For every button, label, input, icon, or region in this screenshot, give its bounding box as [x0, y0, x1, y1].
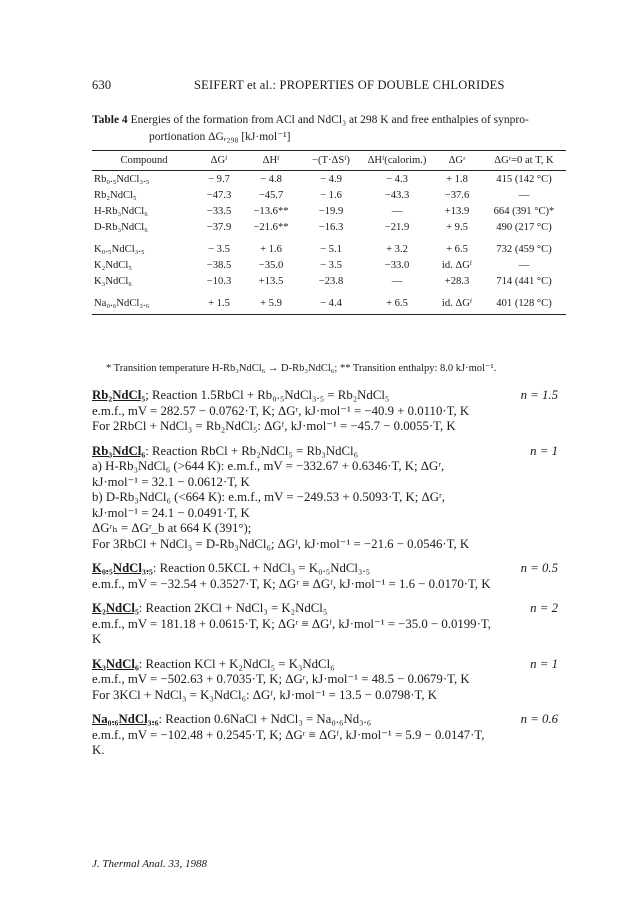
value-cell: —	[391, 275, 403, 287]
table-label: Table 4	[92, 114, 128, 126]
value-cell: + 1.5	[196, 289, 242, 315]
journal-footer: J. Thermal Anal. 33, 1988	[92, 858, 207, 870]
value-cell: − 4.4	[300, 289, 362, 315]
value-cell: 490 (217 °C)	[496, 221, 552, 233]
compound-heading: K₀.₅NdCl₃.₅	[92, 561, 153, 575]
reaction-text: ; Reaction 1.5RbCl + Rb₀.₅NdCl₃.₅ = Rb₂NdCl₅	[145, 388, 390, 402]
value-cell: −21.6**	[253, 221, 289, 233]
col-header: ΔGʳ	[432, 151, 482, 171]
equation-line: e.m.f., mV = −502.63 + 0.7035·T, K; ΔGʳ, kJ·mol⁻¹ = 48.5 − 0.0679·T, K	[92, 672, 470, 686]
block-rb2ndcl5	[92, 388, 566, 435]
col-header: −(T·ΔSᶠ)	[300, 151, 362, 171]
block-rb3ndcl6	[92, 444, 566, 553]
block-k05ndcl35	[92, 561, 566, 592]
body-text	[92, 388, 566, 768]
col-header: Compound	[92, 151, 196, 171]
value-cell: id. ΔGᶠ	[432, 289, 482, 315]
value-cell: + 6.5	[446, 243, 468, 255]
col-header: ΔHᶠ	[242, 151, 300, 171]
value-cell: 401 (128 °C)	[482, 289, 566, 315]
compound-cell: Rb₀.₅NdCl₃.₅	[94, 173, 150, 185]
running-title: SEIFERT et al.: PROPERTIES OF DOUBLE CHLORIDES	[194, 78, 505, 92]
table-row	[92, 235, 566, 257]
equation-line: For 3RbCl + NdCl₃ = D-Rb₃NdCl₆; ΔGᶠ, kJ·mol⁻¹ = −21.6 − 0.0546·T, K	[92, 536, 470, 551]
compound-heading: Rb₃NdCl₆	[92, 443, 146, 458]
value-cell: 714 (441 °C)	[496, 275, 552, 287]
value-cell: + 3.2	[386, 243, 408, 255]
value-cell: − 4.9	[320, 173, 342, 185]
value-cell: − 4.3	[386, 173, 408, 185]
table-caption	[92, 112, 562, 146]
value-cell: id. ΔGᶠ	[441, 259, 473, 271]
value-cell: − 1.6	[320, 189, 342, 201]
table-row	[92, 273, 566, 289]
value-cell: −33.5	[206, 205, 232, 217]
table-row	[92, 257, 566, 273]
value-cell: −37.6	[444, 189, 470, 201]
block-k2ndcl5	[92, 601, 566, 648]
page-number: 630	[92, 78, 112, 92]
equation-line: ΔGʳₕ = ΔGʳ_b at 664 K (391°);	[92, 521, 252, 535]
energies-table	[92, 150, 566, 315]
reaction-text: : Reaction KCl + K₂NdCl₅ = K₃NdCl₆	[138, 656, 335, 671]
value-cell: +28.3	[444, 275, 470, 287]
compound-cell: Rb₂NdCl₅	[94, 189, 137, 201]
compound-heading: K₂NdCl₅	[92, 601, 139, 615]
value-cell: −43.3	[384, 189, 410, 201]
compound-heading: Na₀.₆NdCl₃.₆	[92, 712, 159, 726]
col-header: ΔHᶠ(calorim.)	[362, 151, 432, 171]
col-header: ΔGᶠ	[196, 151, 242, 171]
value-cell: −21.9	[384, 221, 410, 233]
value-cell: − 5.1	[320, 243, 342, 255]
value-cell: −35.0	[258, 259, 284, 271]
block-na06ndcl36	[92, 712, 566, 759]
compound-heading: Rb₂NdCl₅	[92, 388, 146, 402]
reaction-text: : Reaction RbCl + Rb₂NdCl₅ = Rb₃NdCl₆	[145, 443, 359, 458]
compound-cell: D-Rb₃NdCl₆	[94, 221, 148, 233]
value-cell: −47.3	[206, 189, 232, 201]
table-row	[92, 289, 566, 315]
equation-line: kJ·mol⁻¹ = 32.1 − 0.0612·T, K	[92, 474, 250, 489]
value-cell: 415 (142 °C)	[496, 173, 552, 185]
value-cell: −19.9	[318, 205, 344, 217]
compound-cell: H-Rb₃NdCl₆	[94, 205, 148, 217]
reaction-text: : Reaction 0.5KCL + NdCl₃ = K₀.₅NdCl₃.₅	[152, 561, 371, 575]
table-row	[92, 219, 566, 235]
value-cell: + 9.5	[446, 221, 468, 233]
equation-line: kJ·mol⁻¹ = 24.1 − 0.0491·T, K	[92, 505, 250, 520]
value-cell: −33.0	[384, 259, 410, 271]
caption-line-1: Energies of the formation from ACl and NdCl₃ at 298 K and free enthalpies of synpro-	[130, 114, 529, 126]
equation-line: For 2RbCl + NdCl₃ = Rb₂NdCl₅: ΔGᶠ, kJ·mol⁻¹ = −45.7 − 0.0055·T, K	[92, 419, 456, 433]
value-cell: + 6.5	[362, 289, 432, 315]
value-cell: −45.7	[258, 189, 284, 201]
equation-line: For 3KCl + NdCl₃ = K₃NdCl₆: ΔGᶠ, kJ·mol⁻¹ = 13.5 − 0.0798·T, K	[92, 687, 438, 702]
block-k3ndcl6	[92, 657, 566, 704]
value-cell: +13.5	[258, 275, 284, 287]
compound-heading: K₃NdCl₆	[92, 656, 139, 671]
value-cell: + 5.9	[242, 289, 300, 315]
reaction-text: : Reaction 2KCl + NdCl₃ = K₂NdCl₅	[138, 601, 328, 615]
value-cell: 664 (391 °C)*	[493, 205, 555, 217]
n-value: n = 2	[530, 601, 558, 615]
value-cell: + 1.8	[446, 173, 468, 185]
value-cell: −16.3	[318, 221, 344, 233]
table-row	[92, 187, 566, 203]
value-cell: −13.6**	[253, 205, 289, 217]
value-cell: − 3.5	[208, 243, 230, 255]
value-cell: —	[518, 259, 530, 271]
compound-cell: K₂NdCl₅	[94, 259, 132, 271]
equation-line: e.m.f., mV = −102.48 + 0.2545·T, K; ΔGʳ ≡ ΔGᶠ, kJ·mol⁻¹ = 5.9 − 0.0147·T,	[92, 727, 485, 742]
value-cell: −23.8	[318, 275, 344, 287]
equation-line: a) H-Rb₃NdCl₆ (>644 K): e.m.f., mV = −332.67 + 0.6346·T, K; ΔGʳ,	[92, 459, 445, 473]
value-cell: − 9.7	[208, 173, 230, 185]
n-value: n = 0.5	[520, 561, 558, 575]
value-cell: —	[518, 189, 530, 201]
value-cell: −38.5	[206, 259, 232, 271]
value-cell: —	[391, 205, 403, 217]
table-row	[92, 203, 566, 219]
value-cell: −37.9	[206, 221, 232, 233]
compound-cell: Na₀.₆NdCl₃.₆	[92, 289, 196, 315]
equation-line: K	[92, 632, 102, 646]
n-value: n = 1	[530, 443, 558, 458]
value-cell: + 1.6	[260, 243, 282, 255]
n-value: n = 1	[530, 656, 558, 671]
equation-line: e.m.f., mV = 282.57 − 0.0762·T, K; ΔGʳ, kJ·mol⁻¹ = −40.9 + 0.0110·T, K	[92, 403, 470, 418]
value-cell: − 3.5	[320, 259, 342, 271]
compound-cell: K₃NdCl₆	[94, 275, 132, 287]
n-value: n = 1.5	[520, 388, 558, 402]
equation-line: K.	[92, 743, 105, 757]
table-row	[92, 171, 566, 188]
reaction-text: : Reaction 0.6NaCl + NdCl₃ = Na₀.₆Nd₃.₆	[158, 712, 372, 726]
n-value: n = 0.6	[520, 712, 558, 726]
value-cell: − 4.8	[260, 173, 282, 185]
value-cell: +13.9	[444, 205, 470, 217]
compound-cell: K₀.₅NdCl₃.₅	[94, 243, 145, 255]
equation-line: e.m.f., mV = 181.18 + 0.0615·T, K; ΔGʳ ≡ ΔGᶠ, kJ·mol⁻¹ = −35.0 − 0.0199·T,	[92, 616, 491, 631]
col-header: ΔGʳ=0 at T, K	[482, 151, 566, 171]
table-footnote: * Transition temperature H-Rb₃NdCl₆ → D-Rb₃NdCl₆; ** Transition enthalpy: 8.0 kJ·mol⁻¹.	[106, 363, 497, 374]
value-cell: 732 (459 °C)	[496, 243, 552, 255]
equation-line: b) D-Rb₃NdCl₆ (<664 K): e.m.f., mV = −249.53 + 0.5093·T, K; ΔGʳ,	[92, 490, 445, 504]
value-cell: −10.3	[206, 275, 232, 287]
caption-line-2: portionation ΔGᵣ₂₉₈ [kJ·mol⁻¹]	[149, 131, 291, 143]
equation-line: e.m.f., mV = −32.54 + 0.3527·T, K; ΔGʳ ≡ ΔGᶠ, kJ·mol⁻¹ = 1.6 − 0.0170·T, K	[92, 576, 491, 591]
